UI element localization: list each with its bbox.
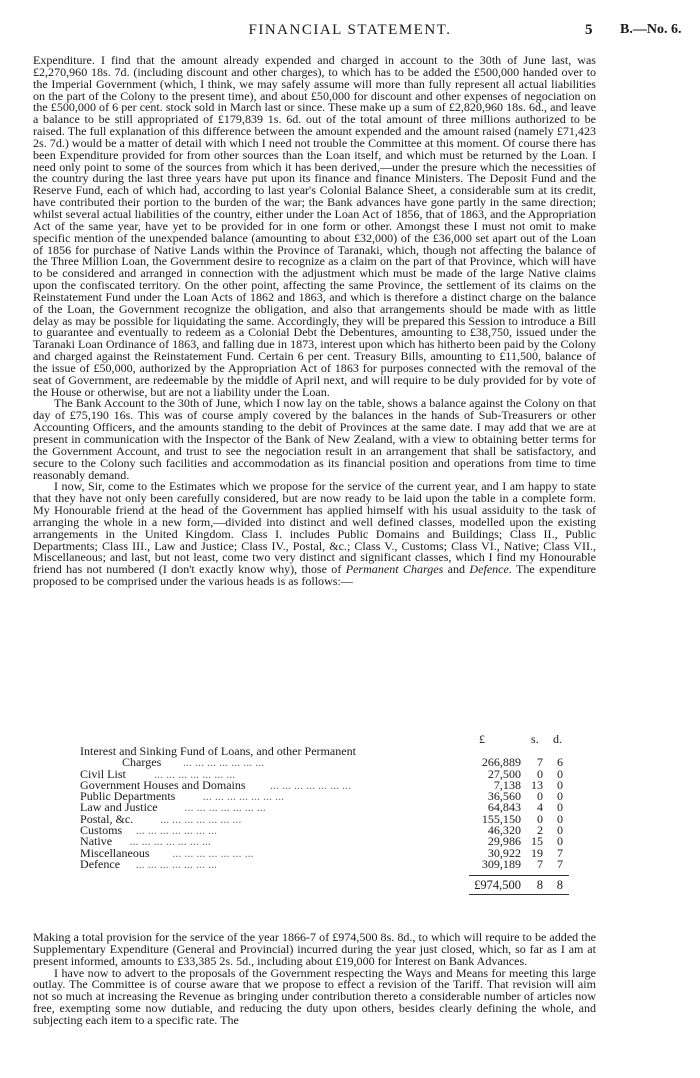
- amount-pence: 0: [556, 789, 563, 804]
- paragraph-estimates: I now, Sir, come to the Estimates which we propose for the service of the current year, and I am happy to state that they have not only been carefully considered, but are now ready to be laid upon the table in a complete form. My Honourable friend at the head of the Government has applied himself with his usual assiduity to the task of arranging the whole in a new form,—divided into distinct and well defined classes, modelled upon the existing arrangements in the United Kingdom. Class I. includes Public Domains and Buildings; Class II., Public Departments; Class III., Law and Justice; Class IV., Postal, &c.; Class V., Customs; Class VI., Native; Class VII., Miscellaneous; and last, but not least, come two very distinct and significant classes, which I find my Honourable friend has not numbered (I don't exactly know why), those of Permanent Charges and Defence. The expenditure proposed to be comprised under the various heads is as follows:—: [33, 479, 596, 589]
- amount-pounds: 46,320: [487, 823, 521, 838]
- leader-dots: ... ... ... ... ... ... ...: [154, 768, 236, 780]
- amount-shillings: 15: [530, 834, 543, 849]
- estimate-label: Law and Justice: [80, 800, 158, 815]
- amount-shillings: 19: [530, 845, 543, 860]
- leader-dots: ... ... ... ... ... ... ...: [135, 858, 218, 871]
- estimate-label: Customs: [80, 823, 123, 838]
- amount-pence: 0: [556, 777, 563, 792]
- body-text: [33, 55, 596, 588]
- estimate-total-row: [33, 880, 596, 891]
- amount-pence: 0: [556, 811, 563, 826]
- amount-pence: 7: [556, 845, 563, 860]
- document-reference: B.—No. 6.: [620, 22, 682, 37]
- amount-shillings: 13: [530, 777, 543, 792]
- amount-pounds: 36,560: [487, 789, 521, 804]
- amount-pence: 6: [556, 755, 563, 770]
- amount-pounds: 29,986: [487, 834, 521, 849]
- leader-dots: ... ... ... ... ... ... ...: [183, 757, 265, 769]
- estimate-label: Miscellaneous: [80, 845, 150, 860]
- estimate-label: Government Houses and Domains: [80, 777, 246, 792]
- permanent-charges-term: Permanent Charges: [345, 562, 444, 577]
- total-shillings: 8: [536, 878, 543, 893]
- amount-pounds: 64,843: [487, 800, 521, 815]
- amount-shillings: 2: [536, 823, 543, 838]
- estimate-row: [33, 856, 596, 871]
- estimate-label: Charges: [122, 755, 162, 770]
- paragraph-total-provision: Making a total provision for the service of the year 1866-7 of £974,500 8s. 8d., to which will require to be added the Supplementary Expenditure (General and Provincial) incurred during the year just closed, which, so far as I am at present informed, amounts to £33,385 2s. 5d., including about £19,000 for Interest on Bank Advances.: [33, 930, 596, 968]
- paragraph-bank-account: The Bank Account to the 30th of June, which I now lay on the table, shows a balance against the Colony on that day of £75,190 16s. This was of course amply covered by the balances in the hands of Sub-Treasurers or other Accounting Officers, and the amounts standing to the debit of Provinces at the same date. I may add that we are at present in communication with the Inspector of the Bank of New Zealand, with a view to obtaining better terms for the Government Account, and trust to see the negociation result in an arrangement that shall be satisfactory, and secure to the Colony such facilities and accommodation as its financial position and operations from time to time reasonably demand.: [33, 396, 596, 482]
- paragraph-expenditure: Expenditure. I find that the amount already expended and charged in account to the 30th of June last, was £2,270,960 18s. 7d. (including discount and other charges), to which has to be added the £500,000 handed over to the Imperial Government (which, I think, we may safely assume will more than fully represent all actual liabilities on the part of the Colony to the present time), and about £50,000 for discount and other expenses of negociation on the £500,000 of 6 per cent. stock sold in March last or since. These make up a sum of £2,820,960 18s. 6d., and leave a balance to be still appropriated of £179,839 1s. 6d. out of the total amount of three millions authorized to be raised. The full explanation of this difference between the amount expended and the amount raised (namely £71,423 2s. 7d.) would be a matter of detail with which I need not trouble the Committee at this moment. Of course there has been Expenditure provided for from other sources than the Loan itself, and which must be returned by the Loan. I need only point to some of the sources from which it has been derived,—under the presure which the necessities of the country during the last three years have put upon its finance and finance Ministers. The Deposit Fund and the Reserve Fund, each of which had, according to last year's Colonial Balance Sheet, a considerable sum at its credit, have contributed their portion to the burden of the war; the Bank advances have gone partly in the same direction; whilst several actual liabilities of the country, either under the Loan Act of 1856, that of 1863, and the Appropriation Act of the same year, have yet to be provided for in one form or other. Amongst these I must not omit to make specific mention of the unexpended balance (amounting to about £32,000) of the £36,000 set apart out of the Loan of 1856 for purchase of Native Lands within the Province of Taranaki, which, though not affecting the balance of the Three Million Loan, the Government desire to recognize as a claim on the part of that Province, which will have to be considered and arranged in connection with the adjustment which must be made of the large Native claims upon the confiscated territory. On the other point, affecting the same Province, the settlement of its claims on the Reinstatement Fund under the Loan Acts of 1862 and 1863, and which is therefore a distinct charge on the balance of the Loan, the Government recognize the obligation, and also that arrangements should be made with as little delay as may be possible for liquidating the same. Accordingly, they will be prepared this Session to introduce a Bill to guarantee and eventually to redeem as a Colonial Debt the Debentures, amounting to £38,750, issued under the Taranaki Loan Ordinance of 1863, and falling due in 1873, interest upon which has hitherto been paid by the Colony and charged against the Reinstatement Fund. Certain 6 per cent. Treasury Bills, amounting to £11,500, balance of the issue of £50,000, authorized by the Appropriation Act of 1863 for purposes connected with the removal of the seat of Government, are redeemable by the middle of April next, and will require to be duly provided for by vote of the House or otherwise, but are not a liability under the Loan.: [33, 53, 596, 399]
- amount-shillings: 4: [536, 800, 543, 815]
- amount-pounds: 30,922: [487, 845, 521, 860]
- page-header: [0, 22, 700, 42]
- amount-pounds: 7,138: [493, 777, 521, 792]
- estimates-table: [33, 732, 596, 898]
- amount-pence: 7: [556, 856, 563, 871]
- estimate-label: Defence: [80, 856, 121, 871]
- shillings-column-header: s.: [531, 732, 539, 746]
- leader-dots: ... ... ... ... ... ... ...: [129, 836, 211, 848]
- amount-shillings: 0: [536, 766, 543, 781]
- page-number: 5: [585, 22, 593, 38]
- amount-shillings: 7: [536, 856, 543, 871]
- paragraph-ways-and-means: I have now to advert to the proposals of the Government respecting the Ways and Means for meeting this large outlay. The Committee is of course aware that we propose to effect a revision of the Tariff. That revision will aim not so much at increasing the Revenue as bringing under contribution thereto a considerable number of articles now free, exempting some now dutiable, and reducing the duty upon others, besides clearly defining the whole, and subjecting each item to a specific rate. The: [33, 965, 596, 1027]
- amount-shillings: 0: [536, 811, 543, 826]
- leader-dots: ... ... ... ... ... ... ...: [160, 813, 242, 826]
- amount-pence: 0: [556, 834, 563, 849]
- estimate-label: Civil List: [80, 766, 126, 781]
- sum-rule: [469, 875, 569, 876]
- leader-dots: ... ... ... ... ... ... ...: [184, 802, 266, 814]
- leader-dots: ... ... ... ... ... ... ...: [202, 791, 285, 803]
- pence-column-header: d.: [553, 732, 563, 746]
- total-underline-row: [33, 892, 596, 898]
- total-pounds: £974,500: [474, 878, 521, 893]
- amount-pence: 0: [556, 800, 563, 815]
- estimates-rows: [33, 746, 596, 898]
- leader-dots: ... ... ... ... ... ... ...: [172, 847, 254, 859]
- running-title: FINANCIAL STATEMENT.: [248, 22, 452, 38]
- estimate-label: Interest and Sinking Fund of Loans, and other Permanent: [80, 744, 357, 758]
- amount-shillings: 7: [536, 755, 543, 770]
- amount-pence: 0: [556, 766, 563, 781]
- amount-pence: 0: [556, 823, 563, 838]
- estimate-label: Public Departments: [80, 789, 176, 804]
- closing-text: [33, 932, 596, 1027]
- leader-dots: ... ... ... ... ... ... ...: [269, 779, 352, 792]
- amount-pounds: 27,500: [487, 766, 521, 781]
- amount-pounds: 155,150: [481, 811, 521, 826]
- pounds-column-header: £: [479, 732, 486, 746]
- estimate-label: Native: [80, 834, 113, 849]
- total-underline: [469, 894, 569, 895]
- total-pence: 8: [556, 878, 563, 893]
- amount-pounds: 266,889: [481, 755, 521, 770]
- defence-term: Defence.: [469, 562, 512, 577]
- leader-dots: ... ... ... ... ... ... ...: [135, 825, 218, 837]
- estimate-label: Postal, &c.: [80, 811, 134, 826]
- amount-pounds: 309,189: [481, 856, 521, 871]
- amount-shillings: 0: [536, 789, 543, 804]
